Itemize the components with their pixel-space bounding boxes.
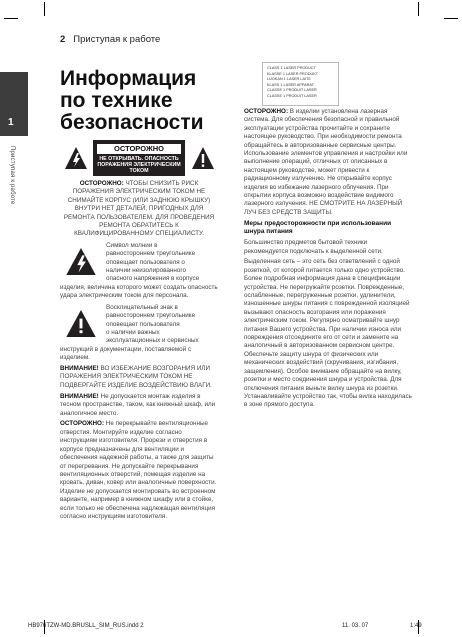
caution-lead: ОСТОРОЖНО: [244, 108, 289, 115]
chapter-number: 1 [8, 117, 14, 128]
lightning-line: опасного напряжения в корпусе [106, 275, 200, 283]
caution-lead: ОСТОРОЖНО: [79, 180, 124, 187]
caution-text: ЧТОБЫ СНИЗИТЬ РИСК ПОРАЖЕНИЯ ЭЛЕКТРИЧЕСКИМ ТОКОМ НЕ СНИМАЙТЕ КОРПУС (ИЛИ ЗАДНЮЮ КРЫШКУ) ВНУТРИ НЕТ ДЕТАЛЕЙ, ПРИГОДНЫХ ДЛЯ РЕМОНТА ПОЛЬЗОВАТЕЛЕМ. ДЛЯ ПРОВЕДЕНИЯ РЕМОНТА ОБРАТИТЕСЬ К КВАЛИФИЦИРОВАННОМУ СПЕЦИАЛИСТУ. [63, 180, 215, 238]
exclaim-line: Восклицательный знак в [106, 303, 178, 311]
warning-text: Не допускается монтаж изделия в тесном пространстве, таком, как книжный шкаф, или аналогичное место. [60, 392, 216, 417]
exclaim-line: оповещает пользователя [106, 320, 180, 328]
footer-file: HB976TZW-MD.BRUSLL_SIM_RUS.indd 2 [28, 623, 144, 629]
laser-caution-paragraph [244, 108, 412, 217]
caution-paragraph [60, 420, 218, 521]
laser-label-line: CLASSE 1 PRODUIT LASER [267, 88, 317, 93]
exclaim-explanation [60, 304, 218, 363]
lightning-triangle-icon [64, 146, 88, 170]
footer-date: 11. 03. 07 [342, 623, 369, 629]
chapter-side-label: Приступая к работе [9, 146, 15, 205]
footer-time: 1:49 [410, 623, 422, 629]
exclamation-triangle-icon [66, 310, 96, 337]
laser-label-line: KLASSE 1 LASER PRODUKT [267, 71, 319, 76]
warning-paragraph [60, 365, 218, 390]
crop-mark [4, 18, 18, 19]
laser-class-label [262, 62, 339, 106]
header-section: Приступая к работе [73, 34, 161, 45]
warning-lead: ВНИМАНИЕ! [60, 392, 99, 400]
page-number: 2 [60, 34, 66, 45]
warning-paragraph [60, 393, 218, 418]
chapter-tab [0, 72, 28, 136]
page-header [60, 34, 160, 45]
caution-lead: ОСТОРОЖНО: [60, 420, 105, 428]
warning-box [93, 140, 185, 176]
caution-text: Не перекрывайте вентиляционные отверстия. Монтируйте изделие согласно инструкциям изготовителя. Прорези и отверстия в корпусе предназначены для вентиляции и обеспечения надежной работы, а также для защиты от перегревания. Не допускайте перекрывания вентиляционных отверстий, помещая изделие на кровать, диван, ковер или аналогичные поверхности. Изделие не допускается монтировать во встроенном варианте, например в книжном шкафу или в стойке, если только не обеспечена надлежащая вентиляция согласно инструкциям изготовителя. [60, 420, 217, 520]
laser-label-line: LUOKAN 1 LASER LAITE [267, 77, 311, 82]
lightning-line: Символ молнии в [106, 241, 158, 249]
right-column [244, 108, 412, 412]
crop-mark [444, 18, 458, 19]
laser-label-line: CLASS 1 LASER PRODUCT [267, 66, 316, 70]
cord-paragraph: Выделенная сеть – это сеть без ответвлений с одной розеткой, от которой питается только одно устройство. Более подробная информация дана в спецификации устройства. Не перегружайте розетки. Поврежденные, ослабленные, перегруженные розетки, удлинители, изношенные шнуры питания с поврежденной изоляцией вызывают опасность возгорания или поражения электрическим током. Регулярно осматривайте шнур питания Вашего устройства. При наличии износа или повреждения отсоедините его от сети и замените на аналогичный в авторизованном сервисном центре. Обеспечьте защиту шнура от физических или механических воздействий (скручивания, изгибания, защемления). Особое внимание обращайте на вилку, розетки и место соединения шнура и устройства. Для отключения питания выньте вилку шнура из розетки. Устанавливайте устройство так, чтобы вилка находилась в зоне прямого доступа. [244, 258, 412, 409]
exclamation-triangle-icon [191, 146, 215, 170]
lightning-triangle-icon [66, 248, 96, 275]
cord-paragraph: Большинство предметов бытовой техники рекомендуется подключать к выделенной сети. [244, 239, 383, 255]
warning-box-heading: ОСТОРОЖНО [97, 144, 181, 154]
exclaim-line: эксплуатационных и сервисных [106, 337, 199, 345]
caution-text: В изделии установлена лазерная система. Для обеспечения безопасной и правильной эксплуатации устройства прочитайте и сохраните настоящее руководство. При необходимости ремонта обращайтесь в авторизованные сервисные центры. Использование элементов управления и настройки или выполнение операций, отличных от описанных в настоящем руководстве, может привести к радиационному излучению. Не открывайте корпус изделия во избежание лазерного облучения. При открытии корпуса возможно воздействие видимого лазерного излучения. НЕ СМОТРИТЕ НА ЛАЗЕРНЫЙ ЛУЧ БЕЗ СРЕДСТВ ЗАЩИТЫ. [244, 108, 408, 216]
lightning-line: равностороннем треугольнике [106, 250, 196, 258]
lightning-line: оповещает пользователя о [106, 258, 185, 266]
page-title: Информация по технике безопасности [60, 67, 204, 134]
cord-section-heading: Меры предосторожности при использовании шнура питания [244, 219, 392, 236]
laser-label-line: KLASS 1 LASER APPARAT [267, 82, 314, 87]
left-column [60, 180, 218, 524]
exclaim-line: равностороннем треугольнике [106, 312, 196, 320]
lightning-explanation [60, 242, 218, 301]
caution-paragraph [60, 180, 218, 239]
exclaim-rest: инструкций в документации, поставляемой с изделием. [60, 345, 192, 362]
laser-label-line: CLASSE 1 PRODUIT LASER [267, 93, 317, 98]
warning-box-body: НЕ ОТКРЫВАТЬ. ОПАСНОСТЬ ПОРАЖЕНИЯ ЭЛЕКТРИЧЕСКИМ ТОКОМ [97, 156, 181, 175]
warning-lead: ВНИМАНИЕ! [60, 365, 99, 373]
lightning-line: наличии неизолированного [106, 267, 187, 275]
lightning-rest: изделия, величина которого может создать опасность удара электрическим током для персонала. [60, 283, 218, 300]
crop-mark [44, 2, 45, 16]
exclaim-line: о наличии важных [106, 328, 160, 336]
warning-text: ВО ИЗБЕЖАНИЕ ВОЗГОРАНИЯ ИЛИ ПОРАЖЕНИЯ ЭЛЕКТРИЧЕСКИМ ТОКОМ НЕ ПОДВЕРГАЙТЕ ИЗДЕЛИЕ ВОЗДЕЙСТВИЮ ВЛАГИ. [60, 365, 212, 389]
crop-mark [418, 2, 419, 16]
